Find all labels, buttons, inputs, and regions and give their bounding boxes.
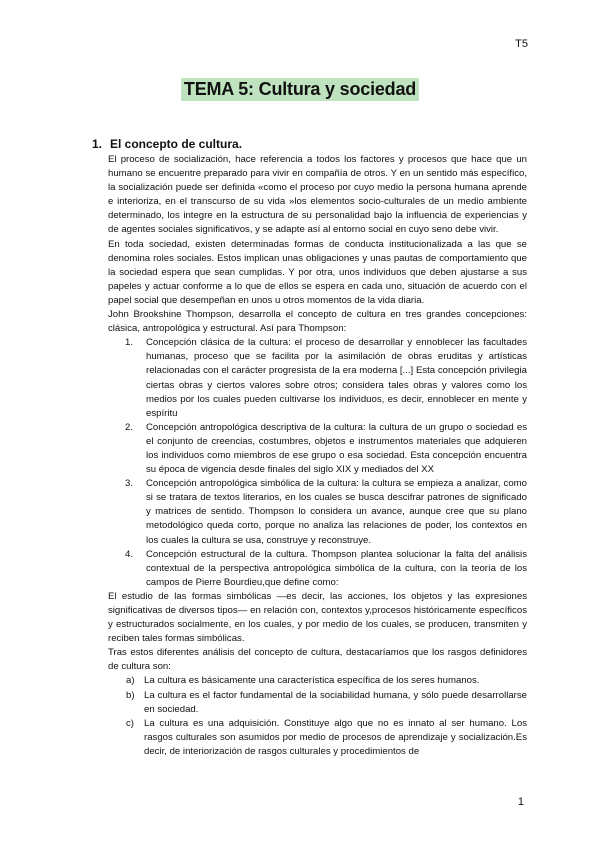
list-item-text: Concepción clásica de la cultura: el proceso de desarrollar y ennoblecer las facultades humanas, proceso que se facilita por la asimilación de obras eruditas y artísticas relacionadas con el carácter progresista de la era moderna [...] Esta concepción privilegia ciertas obras y ciertos valores sobre otros; considera tales obras y valores como los medios por los cuales pueden cultivarse los individuos, es decir, ennoblecer en mente y espíritu: [146, 337, 527, 419]
list-item-text: Concepción estructural de la cultura. Thompson plantea solucionar la falta del análisis contextual de la perspectiva antropológica simbólica de la cultura, con la teoría de los campos de Pierre Bourdieu,que define como:: [146, 548, 527, 588]
list-marker: 4.: [125, 548, 134, 560]
list-marker: 3.: [125, 478, 134, 490]
list-item: [108, 421, 527, 477]
header-code: T5: [515, 38, 528, 50]
paragraph: John Brookshine Thompson, desarrolla el concepto de cultura en tres grandes concepciones: clásica, antropológica y estructural. Así para Thompson:: [108, 309, 527, 335]
paragraph: El proceso de socialización, hace referencia a todos los factores y procesos que hace que un humano se encuentre preparado para vivir en compañía de otros. Y en un sentido más específico, la socialización puede ser definida «como el proceso por cuyo medio la persona humana aprende e interioriza, en el transcurso de su vida »los elementos socio-culturales de un medio ambiente determinado, los integre en la estructura de su personalidad bajo la influencia de experiencias y de agentes sociales significativos, y se adapte así al entorno social en cuyo seno debe vivir.: [108, 154, 527, 236]
list-marker: 1.: [125, 337, 134, 349]
list-item-text: La cultura es básicamente una característica específica de los seres humanos.: [144, 675, 480, 687]
list-marker: a): [126, 675, 135, 687]
page-title: TEMA 5: Cultura y sociedad: [181, 78, 419, 101]
document-body: [108, 153, 527, 759]
page-number: 1: [517, 796, 524, 808]
section-heading: [92, 137, 242, 151]
list-item-text: Concepción antropológica descriptiva de la cultura: la cultura de un grupo o sociedad es el conjunto de creencias, costumbres, objetos e instrumentos materiales que adquieren los individuos como miembros de ese grupo o esa sociedad. Esta concepción encuentra su época de vigencia desde finales del siglo XIX y mediados del XX: [146, 421, 527, 476]
section-number: 1.: [92, 137, 103, 151]
numbered-list: [108, 336, 527, 590]
section-title: El concepto de cultura.: [110, 137, 243, 151]
list-marker: c): [126, 717, 134, 729]
lettered-list: [108, 674, 527, 759]
title-container: [0, 78, 600, 101]
paragraph: Tras estos diferentes análisis del concepto de cultura, destacaríamos que los rasgos definidores de cultura son:: [108, 647, 527, 673]
list-marker: b): [126, 689, 135, 701]
list-item: [108, 336, 527, 421]
list-item: [108, 477, 527, 547]
list-item: [108, 717, 527, 759]
list-item: [108, 548, 527, 590]
paragraph: El estudio de las formas simbólicas —es decir, las acciones, los objetos y las expresiones significativas de diversos tipos— en relación con, contextos y,procesos históricamente específicos y estructurados socialmente, en los cuales, y por medio de los cuales, se producen, transmiten y reciben tales formas simbólicas.: [108, 590, 527, 645]
list-item-text: La cultura es una adquisición. Constituye algo que no es innato al ser humano. Los rasgos culturales son asumidos por medio de procesos de aprendizaje y socialización.Es decir, de interiorización de rasgos culturales y procedimientos de: [144, 717, 527, 757]
list-item: [108, 674, 527, 688]
list-item-text: La cultura es el factor fundamental de la sociabilidad humana, y sólo puede desarrollarse en sociedad.: [144, 689, 527, 715]
paragraph: En toda sociedad, existen determinadas formas de conducta institucionalizada a las que se denomina roles sociales. Estos implican unas obligaciones y unas pautas de comportamiento que la sociedad espera que sean cumplidas. Y por otra, unos individuos que deben ajustarse a sus papeles y actuar conforme a lo que de ellos se espera en cada uno, situación de acuerdo con el papel social que desempeñan en unos u otros momentos de la vida diaria.: [108, 238, 527, 306]
list-marker: 2.: [125, 421, 134, 433]
list-item: [108, 689, 527, 717]
list-item-text: Concepción antropológica simbólica de la cultura: la cultura se empieza a analizar, como si se tratara de textos literarios, en los cuales se busca descifrar patrones de significado y matrices de sentido. Thompson lo considera un avance, aunque cree que su plano metodológico queda corto, porque no analiza las relaciones de poder, los contextos en los cuales la cultura se usa, construye y reconstruye.: [146, 478, 527, 546]
